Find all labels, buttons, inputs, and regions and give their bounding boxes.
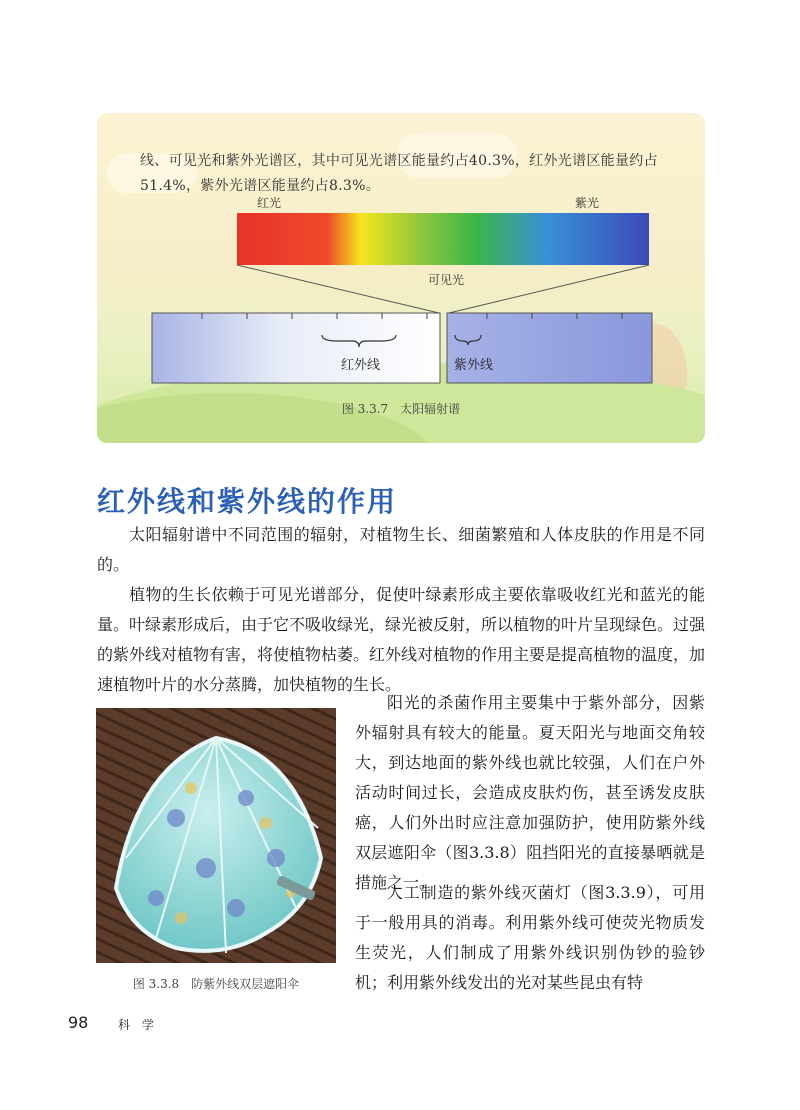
visible-spectrum-bar xyxy=(237,213,649,265)
intro-line-2: 51.4%，紫外光谱区能量约占8.3%。 xyxy=(140,178,381,194)
subject-label: 科 学 xyxy=(118,1018,158,1032)
paragraph: 阳光的杀菌作用主要集中于紫外部分，因紫外辐射具有较大的能量。夏天阳光与地面交角较大，到达地面的紫外线也就比较强，人们在户外活动时间过长，会造成皮肤灼伤，甚至诱发皮肤癌，人们外出时应注意加强防护，使用防紫外线双层遮阳伞（图3.3.8）阻挡阳光的直接暴晒就是措施之一。 xyxy=(355,693,705,892)
infrared-label: 红外线 xyxy=(341,358,381,373)
paragraph: 太阳辐射谱中不同范围的辐射，对植物生长、细菌繁殖和人体皮肤的作用是不同的。 xyxy=(97,525,705,574)
photo-caption: 图 3.3.8 防紫外线双层遮阳伞 xyxy=(132,977,300,991)
ultraviolet-label: 紫外线 xyxy=(454,358,494,373)
infrared-band xyxy=(152,313,440,383)
visible-light-label: 可见光 xyxy=(428,273,465,287)
section-title: 红外线和紫外线的作用 xyxy=(97,485,398,518)
solar-spectrum-diagram xyxy=(97,113,705,443)
red-light-label: 红光 xyxy=(257,196,282,210)
illustration-box xyxy=(97,113,705,443)
page-number: 98 xyxy=(68,1013,89,1032)
paragraph: 人工制造的紫外线灭菌灯（图3.3.9），可用于一般用具的消毒。利用紫外线可使荧光物质发生荧光，人们制成了用紫外线识别伪钞的验钞机；利用紫外线发出的光对某些昆虫有特 xyxy=(355,883,705,992)
figure-caption: 图 3.3.7 太阳辐射谱 xyxy=(341,402,461,416)
intro-line-1: 线、可见光和紫外光谱区，其中可见光谱区能量约占40.3%，红外光谱区能量约占 xyxy=(140,153,658,169)
umbrella-photo xyxy=(96,708,336,963)
violet-light-label: 紫光 xyxy=(575,196,600,210)
paragraph: 植物的生长依赖于可见光谱部分，促使叶绿素形成主要依靠吸收红光和蓝光的能量。叶绿素形成后，由于它不吸收绿光，绿光被反射，所以植物的叶片呈现绿色。过强的紫外线对植物有害，将使植物枯萎。红外线对植物的作用主要是提高植物的温度，加速植物叶片的水分蒸腾，加快植物的生长。 xyxy=(97,585,706,694)
